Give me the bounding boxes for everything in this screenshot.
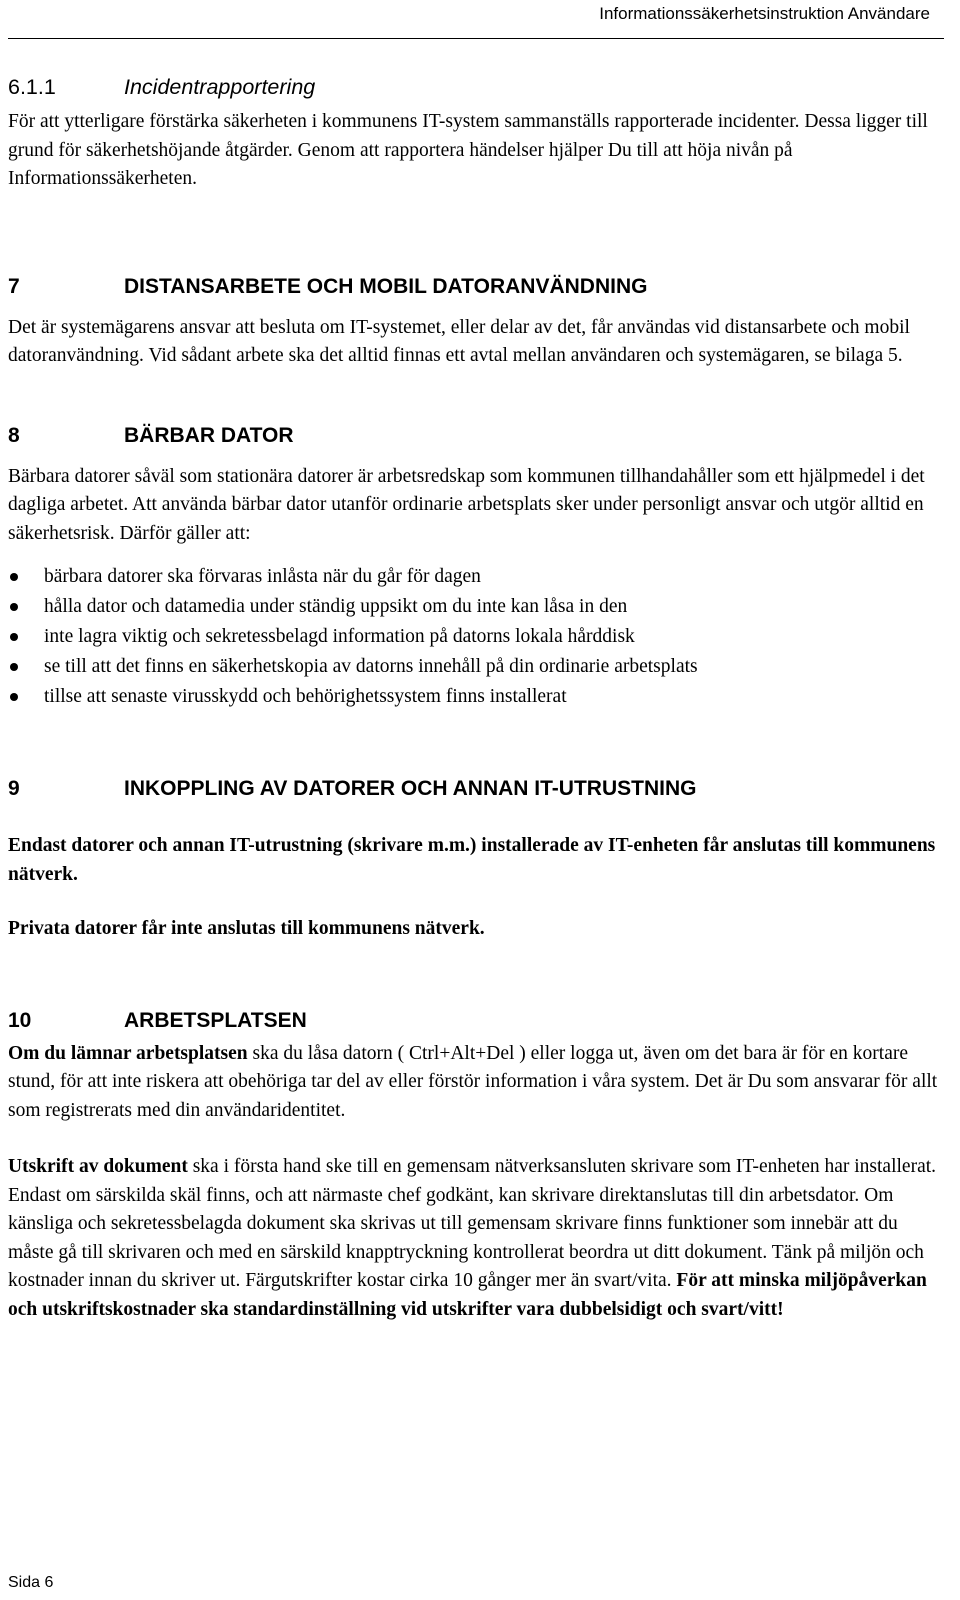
bullet-icon — [10, 573, 18, 581]
heading-title: ARBETSPLATSEN — [124, 1008, 307, 1032]
page-number: Sida 6 — [8, 1574, 54, 1591]
list-item-text: inte lagra viktig och sekretessbelagd information på datorns lokala hårddisk — [44, 626, 635, 647]
list-item — [8, 652, 938, 682]
heading-6-1-1 — [8, 72, 938, 102]
heading-title: INKOPPLING AV DATORER OCH ANNAN IT-UTRUSTNING — [124, 777, 697, 800]
heading-10 — [8, 1006, 938, 1036]
bullet-icon — [10, 663, 18, 671]
paragraph: Det är systemägarens ansvar att besluta om IT-systemet, eller delar av det, får användas vid distansarbete och mobil datoranvändning. Vid sådant arbete ska det alltid finnas ett avtal mellan användaren och systemägaren, se bilaga 5. — [8, 316, 910, 366]
paragraph-bold: Endast datorer och annan IT-utrustning (skrivare m.m.) installerade av IT-enheten får anslutas till kommunens nätverk. — [8, 835, 936, 885]
heading-7 — [8, 272, 938, 302]
heading-number: 7 — [8, 274, 20, 298]
bullet-icon — [10, 603, 18, 611]
heading-number: 10 — [8, 1008, 32, 1032]
document-body — [8, 72, 938, 1324]
list-item-text: tillse att senaste virusskydd och behörighetssystem finns installerat — [44, 686, 567, 707]
emphasis-text: För att minska miljöpåverkan och utskriftskostnader ska standardinställning vid utskrifter vara dubbelsidigt och svart/vitt! — [8, 1270, 927, 1320]
list-item — [8, 592, 938, 622]
list-item — [8, 682, 938, 712]
header-title: Informationssäkerhetsinstruktion Användare — [599, 4, 930, 23]
paragraph: För att ytterligare förstärka säkerheten i kommunens IT-system sammanställs rapporterade incidenter. Dessa ligger till grund för säkerhetshöjande åtgärder. Genom att rapportera händelser hjälper Du till att höja nivån på Informationssäkerheten. — [8, 111, 928, 189]
lead-text: Om du lämnar arbetsplatsen — [8, 1042, 248, 1064]
heading-title: DISTANSARBETE OCH MOBIL DATORANVÄNDNING — [124, 274, 648, 298]
heading-title: BÄRBAR DATOR — [124, 423, 294, 447]
paragraph — [8, 1040, 938, 1126]
paragraph-text: ska du låsa datorn ( Ctrl+Alt+Del ) eller logga ut, även om det bara är för en kortare stund, för att inte riskera att obehöriga tar del av eller förstör information i våra system. Det är Du som ansvarar för allt som registrerats med din användaridentitet. — [8, 1042, 938, 1121]
heading-8 — [8, 421, 938, 451]
paragraph — [8, 1153, 938, 1324]
bullet-icon — [10, 633, 18, 641]
paragraph-bold: Privata datorer får inte anslutas till kommunens nätverk. — [8, 918, 485, 939]
heading-number: 6.1.1 — [8, 74, 56, 99]
list-item — [8, 622, 938, 652]
lead-text: Utskrift av dokument — [8, 1156, 188, 1177]
paragraph-text: ska i första hand ske till en gemensam nätverksansluten skrivare som IT-enheten har installerat. Endast om särskilda skäl finns, och att närmaste chef godkänt, kan skrivare direktanslutas till din arbetsdator. Om känsliga och sekretessbelagda dokument ska skrivas ut till gemensam skrivare finns funktioner som innebär att du måste gå till skrivaren och med en särskild knapptryckning kontrollerat beordra ut ditt dokument. Tänk på miljön och kostnader innan du skriver ut. Färgutskrifter kostar cirka 10 gånger mer än svart/vita. — [8, 1156, 937, 1291]
heading-number: 8 — [8, 423, 20, 447]
heading-9 — [8, 774, 938, 804]
bullet-icon — [10, 693, 18, 701]
heading-number: 9 — [8, 777, 20, 800]
page-header — [8, 0, 944, 39]
bullet-list — [8, 562, 938, 712]
paragraph: Bärbara datorer såväl som stationära datorer är arbetsredskap som kommunen tillhandahåller som ett hjälpmedel i det dagliga arbetet. Att använda bärbar dator utanför ordinarie arbetsplats sker under personligt ansvar och utgör alltid en säkerhetsrisk. Därför gäller att: — [8, 465, 925, 544]
list-item-text: bärbara datorer ska förvaras inlåsta när du går för dagen — [44, 566, 481, 587]
list-item-text: se till att det finns en säkerhetskopia av datorns innehåll på din ordinarie arbetsplats — [44, 656, 698, 677]
list-item-text: hålla dator och datamedia under ständig uppsikt om du inte kan låsa in den — [44, 596, 628, 617]
heading-title: Incidentrapportering — [124, 74, 316, 99]
list-item — [8, 562, 938, 592]
